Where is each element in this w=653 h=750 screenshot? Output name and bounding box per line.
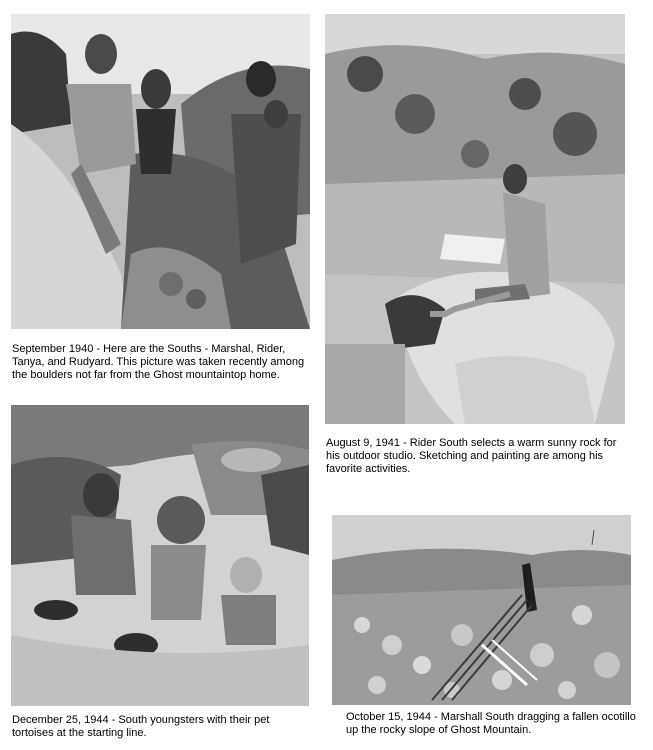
photo-children-tortoises: [11, 405, 309, 706]
photo-sketching-on-rock: [325, 14, 625, 424]
caption-ocotillo-slope: October 15, 1944 - Marshall South dragging a fallen ocotillo up the rocky slope of Ghost Mountain.: [346, 711, 636, 736]
photo-family-boulders: [11, 14, 310, 329]
photo-ocotillo-slope: [332, 515, 631, 705]
caption-children-tortoises: December 25, 1944 - South youngsters with their pet tortoises at the starting line.: [12, 714, 270, 739]
caption-sketching-on-rock: August 9, 1941 - Rider South selects a warm sunny rock for his outdoor studio. Sketching and painting are among his favorite activities.: [326, 437, 617, 475]
caption-family-boulders: September 1940 - Here are the Souths - Marshal, Rider, Tanya, and Rudyard. This picture was taken recently among the boulders not far from the Ghost mountaintop home.: [12, 343, 305, 381]
